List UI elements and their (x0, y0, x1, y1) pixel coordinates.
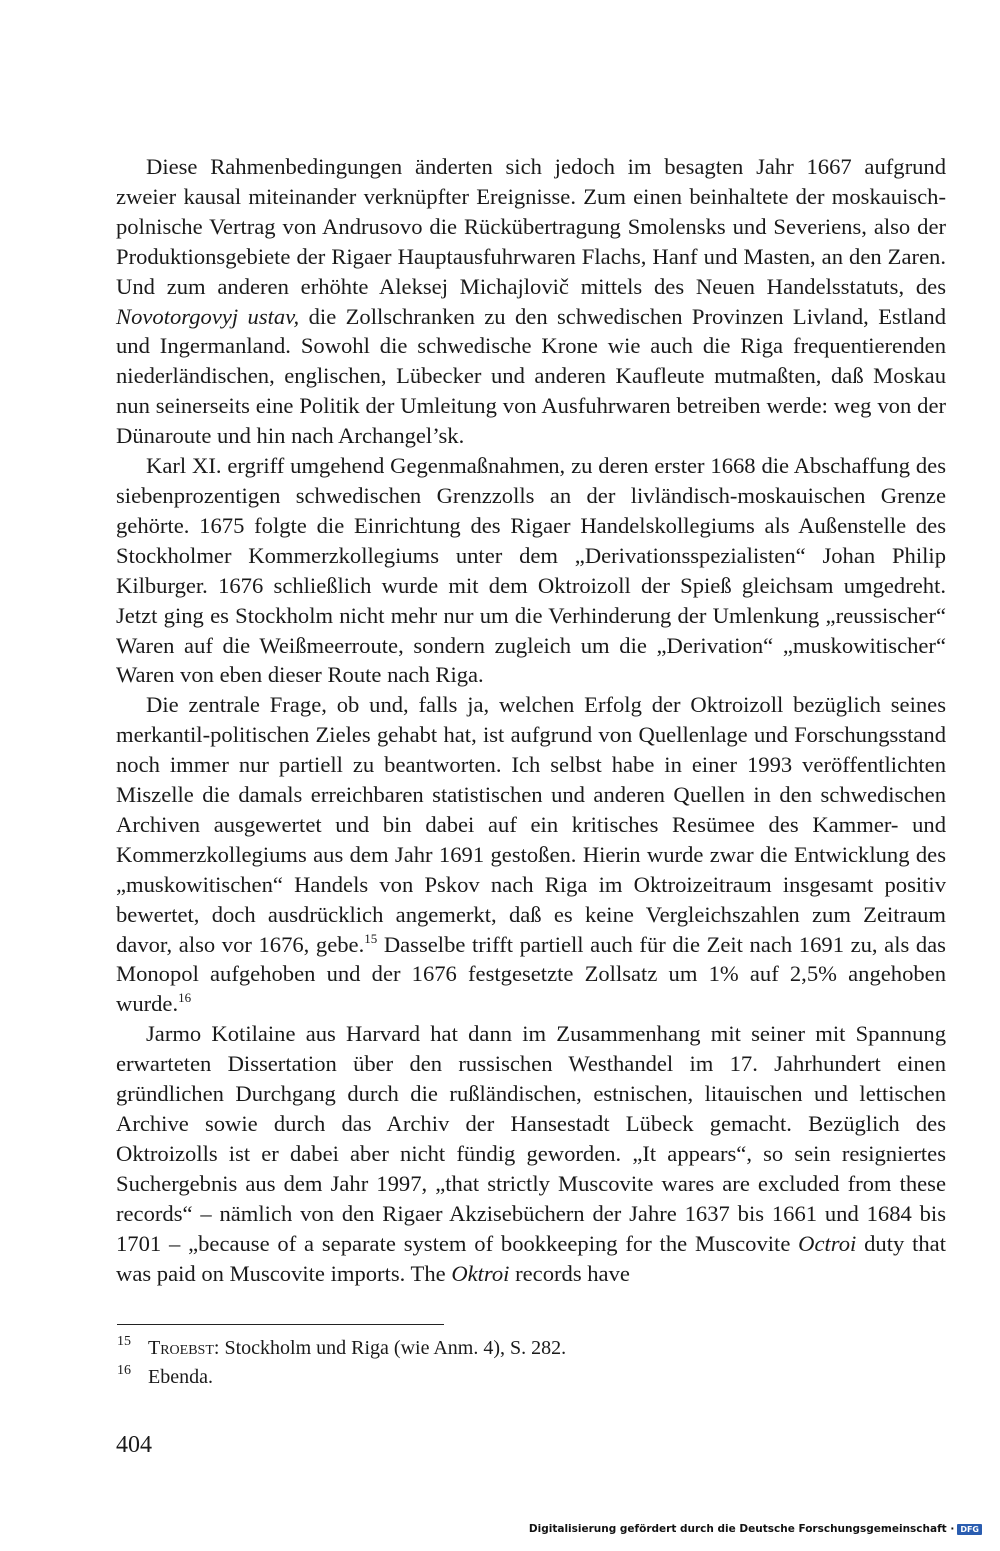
footnote-number: 15 (117, 1334, 131, 1349)
italic-term: Oktroi (451, 1260, 510, 1286)
text-run: duty that was paid on Muscovite imports. The (116, 1230, 946, 1286)
footnote-text: Ebenda. (148, 1366, 213, 1388)
dfg-logo-icon: DFG (957, 1524, 982, 1535)
digitization-note (529, 1523, 982, 1535)
digitization-note-text: Digitalisierung gefördert durch die Deutsche Forschungsgemeinschaft · (528, 1523, 955, 1535)
italic-title: Novotorgovyj ustav, (116, 303, 300, 329)
text-run: Dasselbe trifft partiell auch für die Zeit nach 1691 zu, als das Monopol aufgehoben und der 1676 festgesetzte Zollsatz um 1% auf 2,5% angehoben wurde. (116, 931, 946, 1017)
body-text (116, 152, 946, 1288)
text-run: Jarmo Kotilaine aus Harvard hat dann im Zusammenhang mit seiner mit Spannung erwarteten Dissertation über den russischen Westhandel im 17. Jahrhundert einen gründlichen Durchgang durch die rußländischen, estnischen, litauischen und lettischen Archive sowie durch das Archiv der Hansestadt Lübeck gemacht. Bezüglich des Oktroizolls ist er dabei aber nicht fündig geworden. „It appears“, so sein resigniertes Suchergebnis aus dem Jahr 1997, „that strictly Muscovite wares are excluded from these records“ – nämlich von den Rigaer Akzisebüchern der Jahre 1637 bis 1661 und 1684 bis 1701 – „because of a separate system of bookkeeping for the Muscovite (116, 1021, 946, 1256)
footnote-15 (117, 1334, 947, 1363)
footnote-ref-16[interactable]: 16 (178, 990, 192, 1006)
paragraph (116, 1019, 946, 1288)
footnotes (117, 1334, 947, 1392)
footnote-16 (117, 1363, 947, 1392)
text-run: Die zentrale Frage, ob und, falls ja, welchen Erfolg der Oktroizoll bezüglich seines merkantil-politischen Zieles gehabt hat, ist aufgrund von Quellenlage und Forschungsstand noch immer nur partiell zu beantworten. Ich selbst habe in einer 1993 veröffentlichten Miszelle die damals erreichbaren statistischen und anderen Quellen in den schwedischen Archiven ausgewertet und bin dabei auf ein kritisches Resümee des Kammer- und Kommerzkollegiums aus dem Jahr 1691 gestoßen. Hierin wurde zwar die Entwicklung des „muskowitischen“ Handels von Pskov nach Riga im Oktroizeitraum insgesamt positiv bewertet, doch ausdrücklich angemerkt, daß es keine Vergleichszahlen zum Zeitraum davor, also vor 1676, gebe. (116, 692, 946, 957)
footnote-divider (117, 1324, 444, 1325)
text-run: records have (509, 1260, 630, 1286)
paragraph (116, 690, 946, 1019)
footnote-author: Troebst (148, 1337, 214, 1359)
text-run: Karl XI. ergriff umgehend Gegenmaßnahmen, zu deren erster 1668 die Abschaffung des siebenprozentigen schwedischen Grenzzolls an der livländisch-moskauischen Grenze gehörte. 1675 folgte die Einrichtung des Rigaer Handelskollegiums als Außenstelle des Stockholmer Kommerzkollegiums unter dem „Derivationsspezialisten“ Johan Philip Kilburger. 1676 schließlich wurde mit dem Oktroizoll der Spieß gleichsam umgedreht. Jetzt ging es Stockholm nicht mehr nur um die Verhinderung der Umlenkung „reussischer“ Waren auf die Weißmeerroute, sondern zugleich um die „Derivation“ „muskowitischer“ Waren von eben dieser Route nach Riga. (116, 453, 946, 688)
page-number: 404 (116, 1432, 152, 1458)
text-run: die Zollschranken zu den schwedischen Provinzen Livland, Estland und Ingermanland. Sowohl die schwedische Krone wie auch die Riga frequentierenden niederländischen, englischen, Lübecker und anderen Kaufleute mutmaßten, daß Moskau nun seinerseits eine Politik der Umleitung von Ausfuhrwaren betreiben werde: weg von der Dünaroute und hin nach Archangel’sk. (116, 303, 946, 449)
footnote-number: 16 (117, 1363, 131, 1378)
text-run: Diese Rahmenbedingungen änderten sich jedoch im besagten Jahr 1667 aufgrund zweier kausal miteinander verknüpfter Ereignisse. Zum einen beinhaltete der moskauisch-polnische Vertrag von Andrusovo die Rückübertragung Smolensks und Severiens, also der Produktionsgebiete der Rigaer Hauptausfuhrwaren Flachs, Hanf und Masten, an den Zaren. Und zum anderen erhöhte Aleksej Michajlovič mittels des Neuen Handelsstatuts, des (116, 154, 946, 299)
footnote-text: : Stockholm und Riga (wie Anm. 4), S. 282. (213, 1337, 567, 1359)
italic-term: Octroi (798, 1230, 857, 1256)
paragraph (116, 152, 946, 451)
footnote-ref-15[interactable]: 15 (364, 930, 378, 946)
paragraph (116, 451, 946, 690)
